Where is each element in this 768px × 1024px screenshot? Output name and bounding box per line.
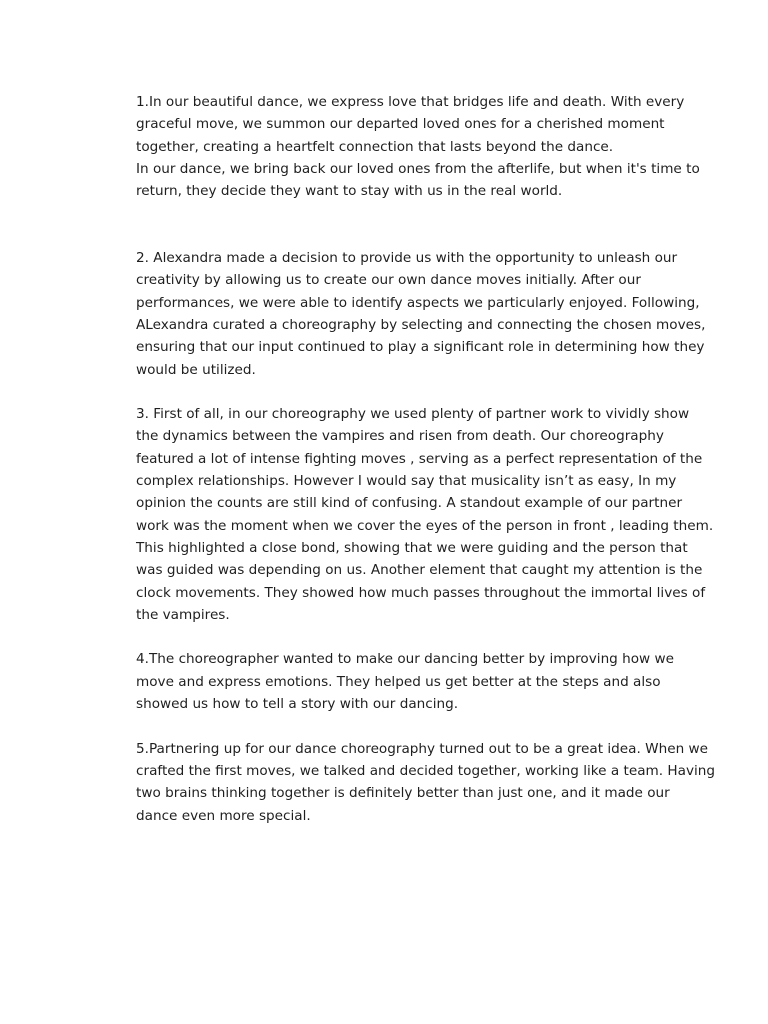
text-line: crafted the first moves, we talked and decided together, working like a team. Having: [136, 762, 716, 779]
paragraph-spacer: [136, 715, 681, 737]
text-line: the dynamics between the vampires and risen from death. Our choreography: [136, 428, 664, 445]
text-line: 2. Alexandra made a decision to provide us with the opportunity to unleash our: [136, 250, 678, 267]
text-line: ensuring that our input continued to play a significant role in determining how they: [136, 339, 705, 356]
text-line: would be utilized.: [136, 361, 256, 378]
text-line: 1.In our beautiful dance, we express love that bridges life and death. With every: [136, 94, 685, 110]
paragraph-spacer: [136, 626, 681, 648]
paragraph-4: [136, 648, 681, 715]
text-line: together, creating a heartfelt connection that lasts beyond the dance.: [136, 138, 614, 155]
text-line: two brains thinking together is definitely better than just one, and it made our: [136, 785, 670, 802]
text-line: 3. First of all, in our choreography we used plenty of partner work to vividly show: [136, 406, 690, 423]
text-line: return, they decide they want to stay with us in the real world.: [136, 183, 563, 200]
text-line: clock movements. They showed how much passes throughout the immortal lives of: [136, 584, 706, 601]
text-line: ALexandra curated a choreography by selecting and connecting the chosen moves,: [136, 316, 706, 333]
text-line: graceful move, we summon our departed loved ones for a cherished moment: [136, 116, 665, 133]
text-line: 5.Partnering up for our dance choreography turned out to be a great idea. When we: [136, 740, 708, 757]
text-line: opinion the counts are still kind of confusing. A standout example of our partner: [136, 495, 683, 512]
document-body: [136, 91, 716, 827]
text-line: dance even more special.: [136, 807, 311, 824]
text-line: work was the moment when we cover the eyes of the person in front , leading them.: [136, 517, 714, 534]
paragraph-3: [136, 403, 714, 626]
text-line: was guided was depending on us. Another element that caught my attention is the: [136, 562, 703, 579]
paragraph-1: [136, 91, 700, 202]
text-line: complex relationships. However I would say that musicality isn’t as easy, In my: [136, 473, 677, 490]
paragraph-spacer: [136, 202, 681, 247]
text-line: showed us how to tell a story with our dancing.: [136, 696, 459, 713]
text-line: This highlighted a close bond, showing that we were guiding and the person that: [136, 539, 688, 556]
text-line: performances, we were able to identify aspects we particularly enjoyed. Following,: [136, 294, 700, 311]
text-line: In our dance, we bring back our loved ones from the afterlife, but when it's time to: [136, 160, 700, 177]
paragraph-5: [136, 738, 716, 827]
text-line: creativity by allowing us to create our own dance moves initially. After our: [136, 272, 641, 289]
paragraph-2: [136, 247, 706, 381]
text-line: move and express emotions. They helped us get better at the steps and also: [136, 673, 661, 690]
text-line: 4.The choreographer wanted to make our dancing better by improving how we: [136, 651, 674, 668]
text-line: featured a lot of intense fighting moves , serving as a perfect representation of the: [136, 450, 703, 467]
text-line: the vampires.: [136, 606, 230, 623]
paragraph-spacer: [136, 381, 681, 403]
